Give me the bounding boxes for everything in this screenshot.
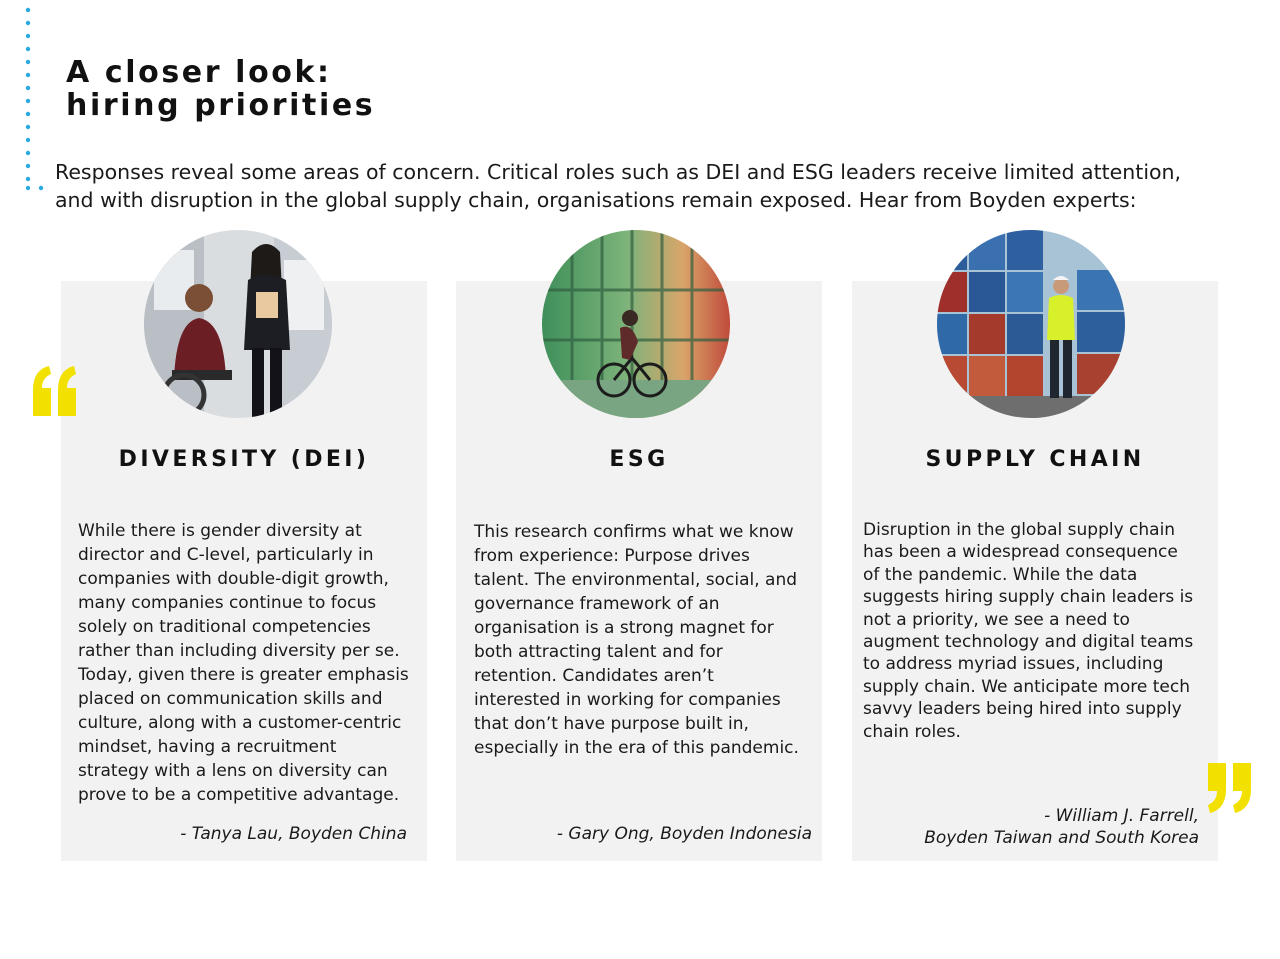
- open-quote-icon: [31, 366, 79, 416]
- close-quote-icon: [1205, 763, 1253, 813]
- body-line: strategy with a lens on diversity can: [78, 761, 388, 781]
- attribution-diversity: [180, 823, 407, 845]
- card-body-supply-chain: [863, 519, 1193, 743]
- body-line: not a priority, we see a need to: [863, 609, 1130, 630]
- page-title-line: hiring priorities: [66, 88, 376, 123]
- body-line: especially in the era of this pandemic.: [474, 738, 799, 758]
- body-line: culture, along with a customer-centric: [78, 713, 402, 733]
- shipping-containers-photo: [937, 230, 1125, 418]
- attribution-line: - Gary Ong, Boyden Indonesia: [556, 824, 812, 844]
- attribution-line: - Tanya Lau, Boyden China: [180, 824, 407, 844]
- body-line: governance framework of an: [474, 594, 720, 614]
- body-line: suggests hiring supply chain leaders is: [863, 587, 1194, 608]
- body-line: organisation is a strong magnet for: [474, 618, 774, 638]
- body-line: both attracting talent and for: [474, 642, 723, 662]
- body-line: savvy leaders being hired into supply: [863, 699, 1182, 720]
- body-line: companies with double-digit growth,: [78, 569, 389, 589]
- card-heading-diversity: DIVERSITY (DEI): [118, 447, 370, 472]
- body-line: augment technology and digital teams: [863, 632, 1194, 653]
- body-line: director and C-level, particularly in: [78, 545, 374, 565]
- body-line: chain roles.: [863, 721, 961, 742]
- intro-line: and with disruption in the global supply chain, organisations remain exposed. Hear from Boyden experts:: [55, 188, 1137, 212]
- body-line: talent. The environmental, social, and: [474, 570, 798, 590]
- body-line: retention. Candidates aren’t: [474, 666, 714, 686]
- attribution-line: - William J. Farrell,: [1044, 806, 1199, 826]
- body-line: many companies continue to focus: [78, 593, 377, 613]
- body-line: Today, given there is greater emphasis: [78, 665, 409, 685]
- body-line: mindset, having a recruitment: [78, 737, 337, 757]
- attribution-esg: [557, 823, 812, 845]
- body-line: placed on communication skills and: [78, 689, 383, 709]
- body-line: solely on traditional competencies: [78, 617, 371, 637]
- body-line: While there is gender diversity at: [78, 521, 362, 541]
- cyclist-photo: [542, 230, 730, 418]
- office-colleagues-photo: [144, 230, 332, 418]
- card-heading-supply-chain: SUPPLY CHAIN: [925, 447, 1145, 472]
- body-line: interested in working for companies: [474, 690, 781, 710]
- body-line: rather than including diversity per se.: [78, 641, 400, 661]
- body-line: that don’t have purpose built in,: [474, 714, 749, 734]
- card-body-esg: [474, 520, 799, 760]
- attribution-supply-chain: [924, 805, 1199, 849]
- intro-line: Responses reveal some areas of concern. Critical roles such as DEI and ESG leaders receive limited attention,: [55, 160, 1182, 184]
- body-line: has been a widespread consequence: [863, 542, 1178, 563]
- body-line: from experience: Purpose drives: [474, 546, 750, 566]
- body-line: Disruption in the global supply chain: [863, 520, 1176, 540]
- card-body-diversity: [78, 519, 409, 807]
- body-line: This research confirms what we know: [474, 522, 794, 542]
- body-line: prove to be a competitive advantage.: [78, 785, 400, 805]
- intro-text: [55, 158, 1265, 214]
- dotted-accent-line: [23, 6, 47, 196]
- body-line: of the pandemic. While the data: [863, 564, 1138, 585]
- card-heading-esg: ESG: [609, 447, 669, 472]
- page-title-line: A closer look:: [66, 55, 332, 90]
- page-title: [66, 56, 375, 122]
- attribution-line: Boyden Taiwan and South Korea: [924, 828, 1199, 848]
- body-line: to address myriad issues, including: [863, 654, 1164, 675]
- body-line: supply chain. We anticipate more tech: [863, 676, 1190, 697]
